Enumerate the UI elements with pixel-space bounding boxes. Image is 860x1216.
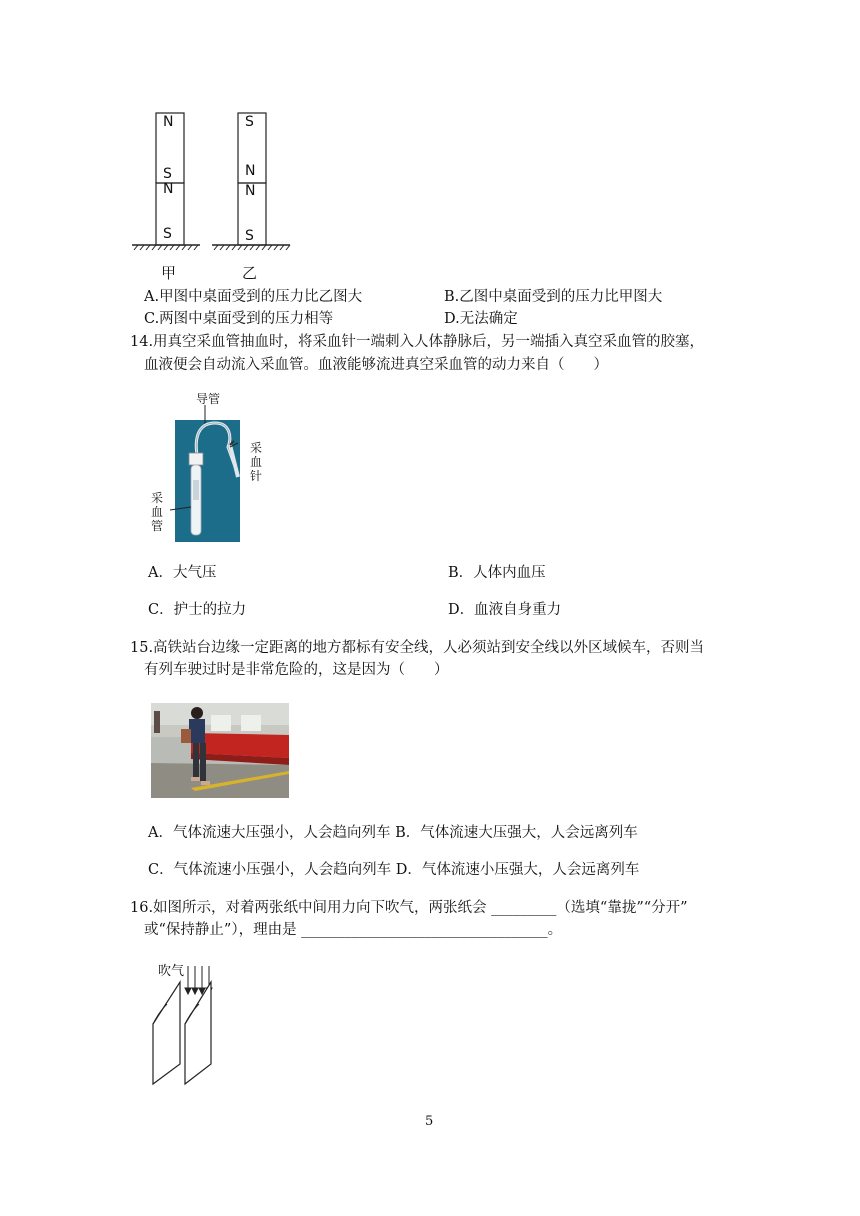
q14-option-d: D．血液自身重力 xyxy=(448,602,562,618)
pole-label: S xyxy=(245,228,254,244)
pole-label: S xyxy=(163,166,172,182)
page-number: 5 xyxy=(425,1114,434,1129)
ground-jia xyxy=(132,245,200,250)
q16-stem-line1: 16.如图所示，对着两张纸中间用力向下吹气，两张纸会 _________（选填“靠拢”“分开” xyxy=(130,900,688,916)
q14-option-a: A．大气压 xyxy=(148,565,217,581)
label-needle xyxy=(250,441,262,483)
q14-stem-line2: 血液便会自动流入采血管。血液能够流进真空采血管的动力来自（ ） xyxy=(144,357,608,373)
ground-yi xyxy=(212,245,290,250)
q14-stem-line1: 14.用真空采血管抽血时，将采血针一端刺入人体静脉后，另一端插入真空采血管的胶塞， xyxy=(130,334,705,350)
label-needle-char: 针 xyxy=(250,469,263,483)
label-needle-char: 采 xyxy=(250,441,263,455)
label-blow: 吹气 xyxy=(158,964,185,979)
pole-label: S xyxy=(245,114,254,130)
label-collector-char: 采 xyxy=(151,491,164,505)
pole-label: N xyxy=(245,183,256,199)
caption-yi: 乙 xyxy=(242,264,258,282)
q15-stem-line1: 15.高铁站台边缘一定距离的地方都标有安全线，人必须站到安全线以外区域候车，否则当 xyxy=(130,640,705,656)
caption-jia: 甲 xyxy=(161,264,177,282)
q13-option-b: B.乙图中桌面受到的压力比甲图大 xyxy=(444,289,663,305)
q16-stem-line2: 或“保持静止”），理由是 __________________________________。 xyxy=(144,922,563,938)
paper-sheets-drawing xyxy=(145,960,235,1090)
q14-option-b: B．人体内血压 xyxy=(448,565,546,581)
label-collector xyxy=(151,491,163,533)
q13-option-c: C.两图中桌面受到的压力相等 xyxy=(144,311,334,327)
q13-option-a: A.甲图中桌面受到的压力比乙图大 xyxy=(144,289,363,305)
q15-stem-line2: 有列车驶过时是非常危险的，这是因为（ ） xyxy=(144,662,449,678)
q13-option-d: D.无法确定 xyxy=(444,311,518,327)
label-guide-tube: 导管 xyxy=(196,392,221,406)
pole-label: N xyxy=(245,163,256,179)
blood-collector-drawing xyxy=(170,395,290,545)
q15-options-ab: A．气体流速大压强小，人会趋向列车 B．气体流速大压强大，人会远离列车 xyxy=(148,825,638,841)
q14-option-c: C．护士的拉力 xyxy=(148,602,247,618)
q15-options-cd: C．气体流速小压强小，人会趋向列车 D．气体流速小压强大，人会远离列车 xyxy=(148,862,640,878)
pole-label: S xyxy=(163,226,172,242)
platform-photo xyxy=(151,703,289,798)
pole-label: N xyxy=(163,181,174,197)
label-needle-char: 血 xyxy=(250,455,263,469)
pole-label: N xyxy=(163,114,174,130)
label-collector-char: 管 xyxy=(151,519,164,533)
label-collector-char: 血 xyxy=(151,505,164,519)
